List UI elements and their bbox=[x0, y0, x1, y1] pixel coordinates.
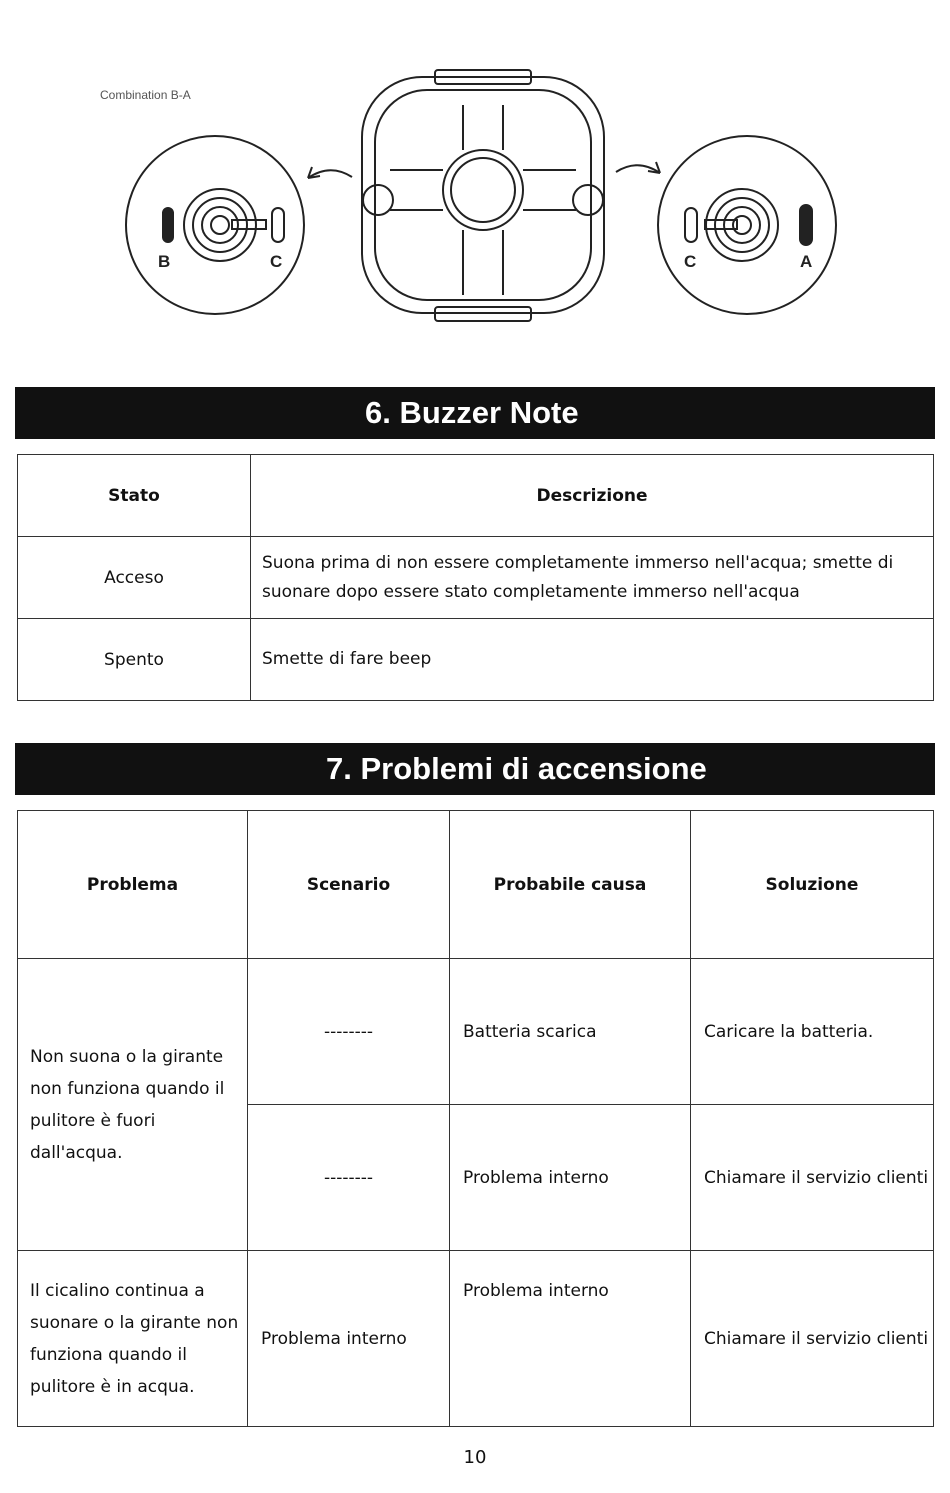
left-dial-label-c: C bbox=[270, 252, 283, 271]
stato-cell: Acceso bbox=[18, 537, 251, 619]
figure-caption: Combination B-A bbox=[100, 88, 191, 102]
device-combination-diagram bbox=[90, 55, 860, 355]
table-row bbox=[18, 959, 934, 1105]
device-body bbox=[362, 77, 604, 313]
header-descrizione: Descrizione bbox=[251, 455, 934, 537]
soluzione-cell: Chiamare il servizio clienti bbox=[691, 1251, 934, 1427]
table-row bbox=[18, 537, 934, 619]
problema-cell: Il cicalino continua a suonare o la girante non funziona quando il pulitore è in acqua. bbox=[18, 1251, 248, 1427]
header-problema: Problema bbox=[18, 811, 248, 959]
descrizione-cell: Smette di fare beep bbox=[251, 619, 934, 701]
header-scenario: Scenario bbox=[248, 811, 450, 959]
soluzione-cell: Chiamare il servizio clienti bbox=[691, 1105, 934, 1251]
soluzione-cell: Caricare la batteria. bbox=[691, 959, 934, 1105]
causa-cell: Problema interno bbox=[450, 1251, 691, 1427]
header-causa: Probabile causa bbox=[450, 811, 691, 959]
left-dial-circle bbox=[126, 136, 304, 314]
right-dial-label-c: C bbox=[684, 252, 697, 271]
table-row bbox=[18, 619, 934, 701]
scenario-cell: Problema interno bbox=[248, 1251, 450, 1427]
causa-cell: Batteria scarica bbox=[450, 959, 691, 1105]
problema-cell: Non suona o la girante non funziona quando il pulitore è fuori dall'acqua. bbox=[18, 959, 248, 1251]
right-dial-label-a: A bbox=[800, 252, 813, 271]
section-6-heading: 6. Buzzer Note bbox=[15, 387, 935, 439]
table-row bbox=[18, 1251, 934, 1427]
problems-table bbox=[17, 810, 934, 1427]
left-dial-label-b: B bbox=[158, 252, 171, 271]
stato-cell: Spento bbox=[18, 619, 251, 701]
header-stato: Stato bbox=[18, 455, 251, 537]
causa-cell: Problema interno bbox=[450, 1105, 691, 1251]
section-7-heading: 7. Problemi di accensione bbox=[15, 743, 935, 795]
descrizione-cell: Suona prima di non essere completamente immerso nell'acqua; smette di suonare dopo essere stato completamente immerso nell'acqua bbox=[251, 537, 934, 619]
buzzer-table bbox=[17, 454, 934, 701]
page-number: 10 bbox=[463, 1447, 487, 1468]
scenario-cell: -------- bbox=[248, 1105, 450, 1251]
table-header-row bbox=[18, 811, 934, 959]
header-soluzione: Soluzione bbox=[691, 811, 934, 959]
table-header-row bbox=[18, 455, 934, 537]
scenario-cell: -------- bbox=[248, 959, 450, 1105]
